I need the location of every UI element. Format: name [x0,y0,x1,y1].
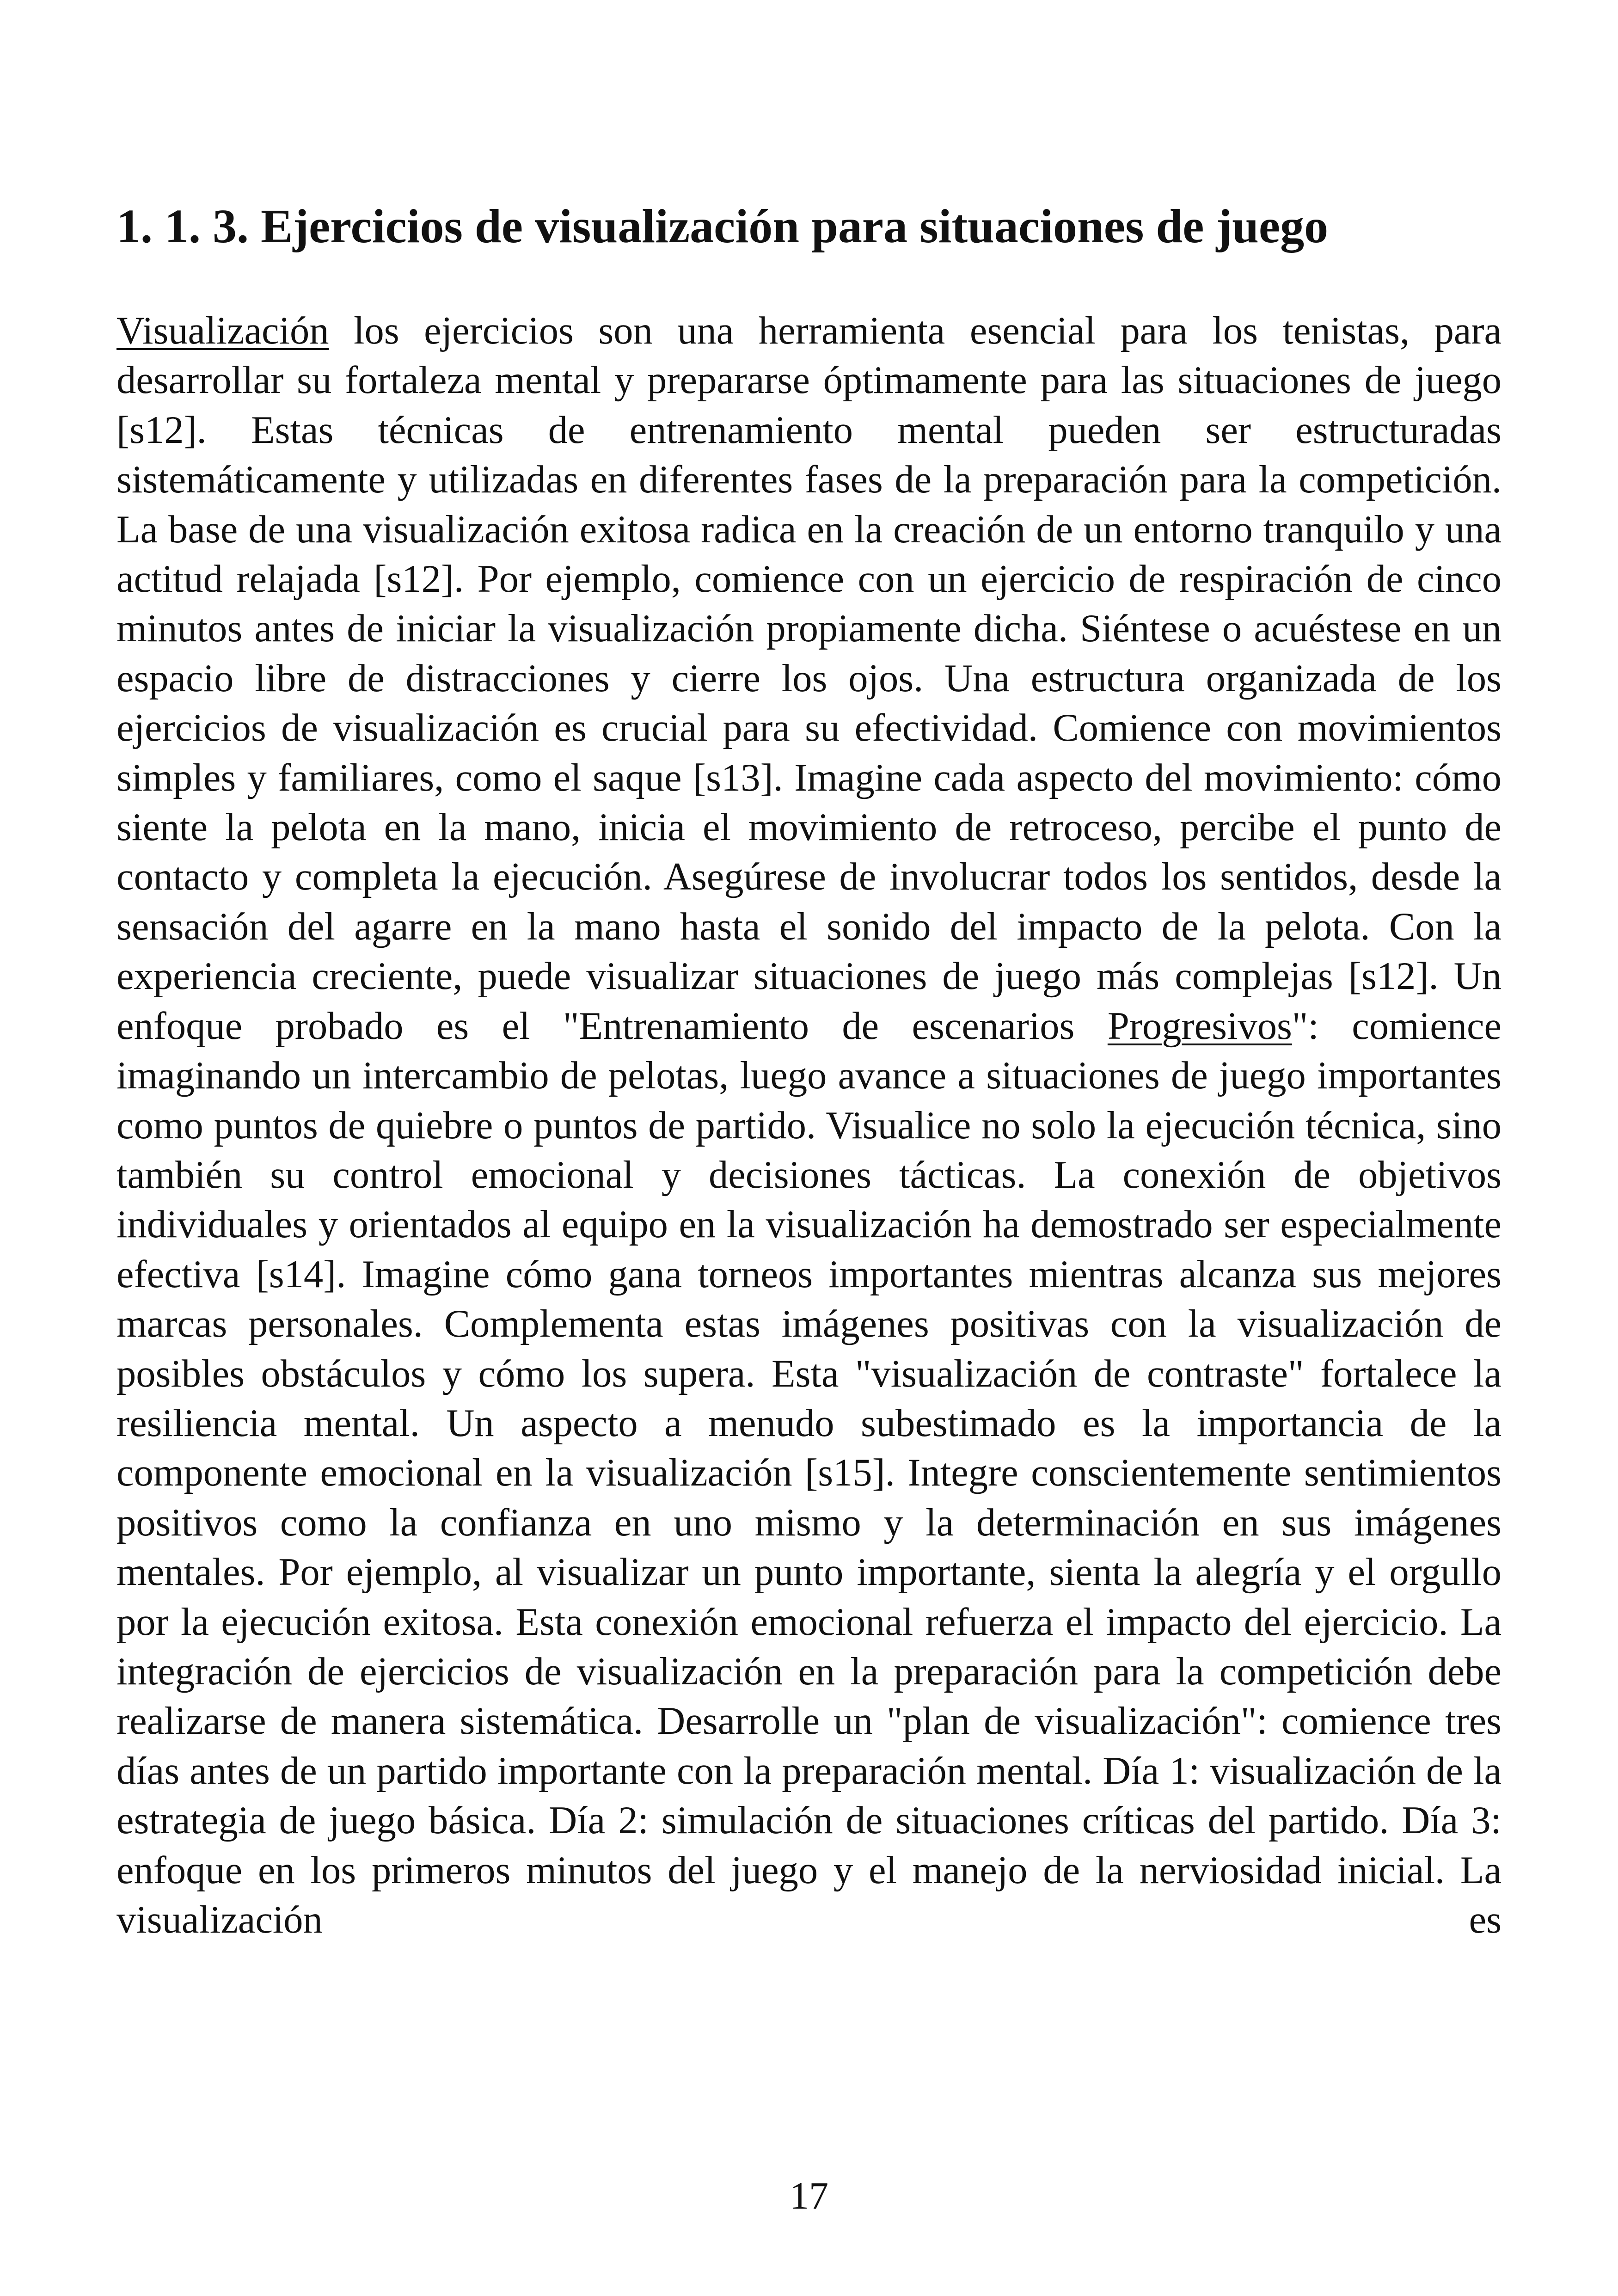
paragraph-text-part-2: ": comience imaginando un intercambio de pelotas, luego avance a situaciones de juego importantes como puntos de quiebre o puntos de partido. Visualice no solo la ejecución técnica, sino también su control emocional y decisiones tácticas. La conexión de objetivos individuales y orientados al equipo en la visualización ha demostrado ser especialmente efectiva [s14]. Imagine cómo gana torneos importantes mientras alcanza sus mejores marcas personales. Complementa estas imágenes positivas con la visualización de posibles obstáculos y cómo los supera. Esta "visualización de contraste" fortalece la resiliencia mental. Un aspecto a menudo subestimado es la importancia de la componente emocional en la visualización [s15]. Integre conscientemente sentimientos positivos como la confianza en uno mismo y la determinación en sus imágenes mentales. Por ejemplo, al visualizar un punto importante, sienta la alegría y el orgullo por la ejecución exitosa. Esta conexión emocional refuerza el impacto del ejercicio. La integración de ejercicios de visualización en la preparación para la competición debe realizarse de manera sistemática. Desarrolle un "plan de visualización": comience tres días antes de un partido importante con la preparación mental. Día 1: visualización de la estrategia de juego básica. Día 2: simulación de situaciones críticas del partido. Día 3: enfoque en los primeros minutos del juego y el manejo de la nerviosidad inicial. La visualización es [116,1004,1502,1941]
underlined-term-visualizacion: Visualización [116,309,329,352]
section-heading: 1. 1. 3. Ejercicios de visualización para situaciones de juego [116,200,1329,253]
paragraph-text-part-1: los ejercicios son una herramienta esencial para los tenistas, para desarrollar su fortaleza mental y prepararse óptimamente para las situaciones de juego [s12]. Estas técnicas de entrenamiento mental pueden ser estructuradas sistemáticamente y utilizadas en diferentes fases de la preparación para la competición. La base de una visualización exitosa radica en la creación de un entorno tranquilo y una actitud relajada [s12]. Por ejemplo, comience con un ejercicio de respiración de cinco minutos antes de iniciar la visualización propiamente dicha. Siéntese o acuéstese en un espacio libre de distracciones y cierre los ojos. Una estructura organizada de los ejercicios de visualización es crucial para su efectividad. Comience con movimientos simples y familiares, como el saque [s13]. Imagine cada aspecto del movimiento: cómo siente la pelota en la mano, inicia el movimiento de retroceso, percibe el punto de contacto y completa la ejecución. Asegúrese de involucrar todos los sentidos, desde la sensación del agarre en la mano hasta el sonido del impacto de la pelota. Con la experiencia creciente, puede visualizar situaciones de juego más complejas [s12]. Un enfoque probado es el "Entrenamiento de escenarios [116,309,1502,1048]
page-number: 17 [790,2174,828,2217]
underlined-term-progresivos: Progresivos [1107,1004,1292,1048]
body-paragraph [116,306,1502,1945]
